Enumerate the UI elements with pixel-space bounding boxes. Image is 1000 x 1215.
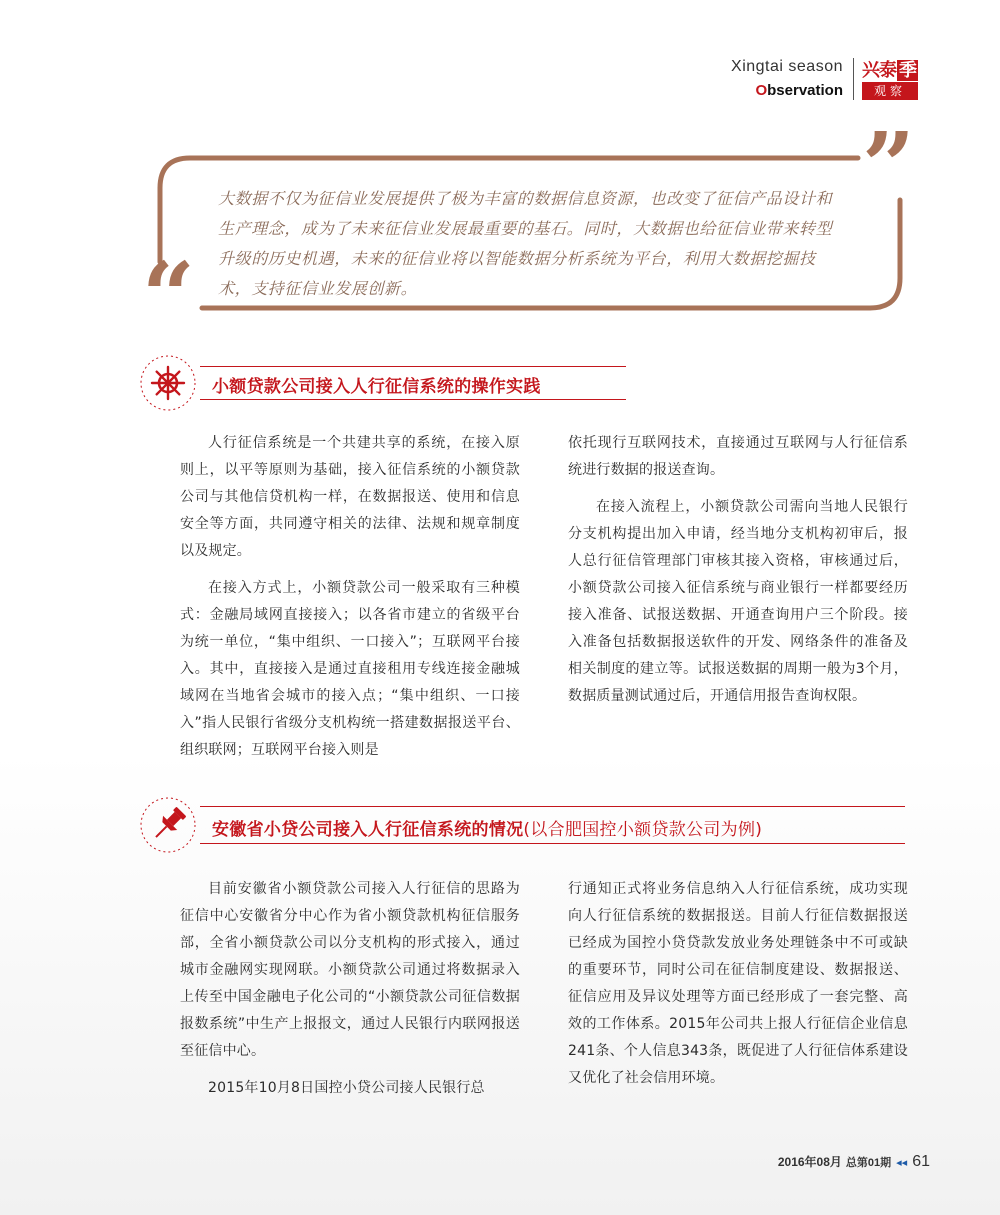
ship-wheel-icon: [139, 354, 197, 412]
section2-title-note: (以合肥国控小额贷款公司为例): [523, 820, 763, 840]
section2-rule-bottom: [200, 843, 905, 844]
page-number: 61: [912, 1153, 930, 1170]
section1-left-column: [180, 430, 520, 774]
header-season: Xingtai season: [731, 58, 843, 75]
section2-left-column: [180, 876, 520, 1112]
section2-rule-top: [200, 806, 905, 807]
header-section-initial: O: [755, 82, 768, 99]
section1-title: 小额贷款公司接入人行征信系统的操作实践: [212, 377, 541, 397]
pull-quote-text: 大数据不仅为征信业发展提供了极为丰富的数据信息资源，也改变了征信产品设计和生产理念，成为了未来征信业发展最重要的基石。同时，大数据也给征信业带来转型升级的历史机遇，未来的征信业将以智能数据分析系统为平台，利用大数据挖掘技术，支持征信业发展创新。: [218, 189, 833, 298]
section1-rule-top: [200, 366, 626, 367]
header-section-rest: bservation: [767, 82, 843, 99]
header-section-en: [700, 82, 843, 99]
pushpin-icon: [139, 796, 197, 854]
paragraph-continuation: 依托现行互联网技术，直接通过互联网与人行征信系统进行数据的报送查询。: [568, 435, 908, 478]
footer-issue: 总第01期: [845, 1157, 892, 1169]
page-footer: [740, 1153, 930, 1171]
header-brand-logo: [862, 56, 918, 82]
section2-title: [212, 815, 762, 840]
section1-right-column: [568, 430, 908, 720]
paragraph-continuation: 行通知正式将业务信息纳入人行征信系统，成功实现向人行征信系统的数据报送。目前人行征信数据报送已经成为国控小贷贷款发放业务处理链条中不可或缺的重要环节，同时公司在征信制度建设、数据报送、征信应用及异议处理等方面已经形成了一套完整、高效的工作体系。2015年公司共上报人行征信企业信息241条、个人信息343条，既促进了人行征信体系建设又优化了社会信用环境。: [568, 881, 908, 1086]
header-section-cn: 观察: [862, 82, 918, 100]
section2-title-main: 安徽省小贷公司接入人行征信系统的情况: [212, 820, 524, 840]
header-brand-text: 兴泰: [862, 60, 896, 81]
header-brand-box: 季: [899, 60, 916, 81]
header-divider: [853, 58, 854, 100]
paragraph: 在接入方式上，小额贷款公司一般采取有三种模式：金融局域网直接接入；以各省市建立的省级平台为统一单位，“集中组织、一口接入”；互联网平台接入。其中，直接接入是通过直接租用专线连接金融城域网在当地省会城市的接入点；“集中组织、一口接入”指人民银行省级分支机构统一搭建数据报送平台、组织联网；互联网平台接入则是: [180, 580, 520, 758]
section2-right-column: [568, 876, 908, 1102]
paragraph: 在接入流程上，小额贷款公司需向当地人民银行分支机构提出加入申请，经当地分支机构初审后，报人总行征信管理部门审核其接入资格，审核通过后，小额贷款公司接入征信系统与商业银行一样都要经历接入准备、试报送数据、开通查询用户三个阶段。接入准备包括数据报送软件的开发、网络条件的准备及相关制度的建立等。试报送数据的周期一般为3个月，数据质量测试通过后，开通信用报告查询权限。: [568, 499, 908, 704]
quote-close-mark: ”: [862, 112, 915, 220]
footer-date: 2016年08月: [777, 1155, 842, 1169]
quote-open-mark: “: [142, 242, 195, 350]
paragraph: 人行征信系统是一个共建共享的系统，在接入原则上，以平等原则为基础，接入征信系统的小额贷款公司与其他信贷机构一样，在数据报送、使用和信息安全等方面，共同遵守相关的法律、法规和规章制度以及规定。: [180, 435, 520, 559]
double-arrow-left-icon: ◂◂: [896, 1157, 908, 1169]
paragraph: 2015年10月8日国控小贷公司接人民银行总: [208, 1080, 485, 1096]
section1-rule-bottom: [200, 399, 626, 400]
paragraph: 目前安徽省小额贷款公司接入人行征信的思路为征信中心安徽省分中心作为省小额贷款机构征信服务部，全省小额贷款公司以分支机构的形式接入，通过城市金融网实现网联。小额贷款公司通过将数据录入上传至中国金融电子化公司的“小额贷款公司征信数据报数系统”中生产上报报文，通过人民银行内联网报送至征信中心。: [180, 881, 520, 1059]
